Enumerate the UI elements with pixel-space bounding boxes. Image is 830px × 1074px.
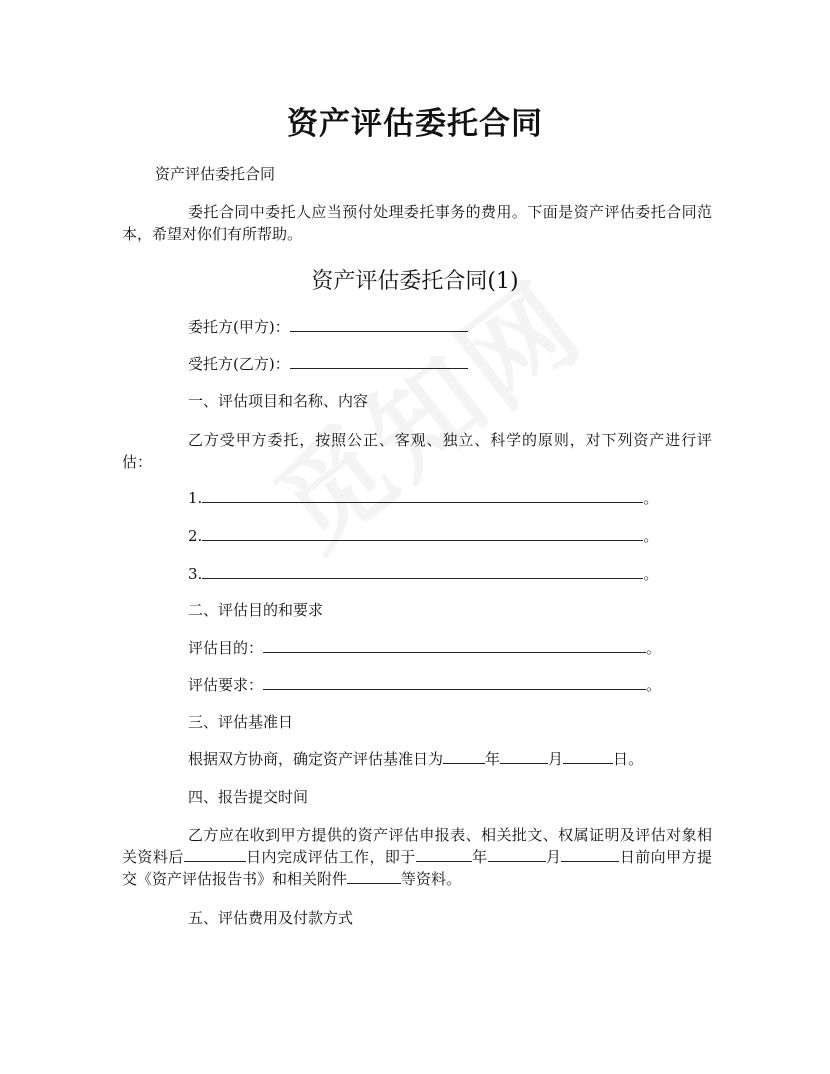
section5-heading: 五、评估费用及付款方式 <box>188 909 354 927</box>
year-blank <box>443 748 485 764</box>
section3-heading: 三、评估基准日 <box>188 713 294 731</box>
party-a-label: 委托方(甲方)： <box>188 318 290 336</box>
base-date-row <box>188 748 643 769</box>
section4-text-3: 日前向甲方提交《资产评估报告书》和相关附件 <box>122 848 712 888</box>
party-a-blank <box>290 316 468 332</box>
base-date-text: 根据双方协商，确定资产评估基准日为 <box>188 750 444 768</box>
item-row <box>188 487 658 508</box>
item-blank <box>202 487 643 503</box>
item-period: 。 <box>643 527 659 545</box>
purpose-label: 评估目的： <box>188 639 264 657</box>
requirement-row <box>188 674 661 695</box>
day-blank <box>561 846 619 862</box>
purpose-row <box>188 637 661 658</box>
section1-paragraph: 乙方受甲方委托，按照公正、客观、独立、科学的原则，对下列资产进行评估： <box>122 431 712 471</box>
party-a-row <box>188 316 468 337</box>
purpose-period: 。 <box>646 639 662 657</box>
day-label: 日 <box>613 750 629 768</box>
month-blank <box>500 748 548 764</box>
section1-heading: 一、评估项目和名称、内容 <box>188 392 369 410</box>
item-blank <box>202 563 643 579</box>
party-b-blank <box>290 353 468 369</box>
section2-heading: 二、评估目的和要求 <box>188 601 324 619</box>
item-period: 。 <box>643 565 659 583</box>
contract-subtitle: 资产评估委托合同(1) <box>311 269 519 294</box>
section4-text-4: 等资料。 <box>401 870 462 888</box>
section4-paragraph <box>122 824 712 890</box>
item-row <box>188 563 658 584</box>
item-blank <box>202 525 643 541</box>
item-number: 1. <box>188 489 203 507</box>
days-blank <box>184 846 246 862</box>
intro-paragraph: 委托合同中委托人应当预付处理委托事务的费用。下面是资产评估委托合同范本，希望对你们有所帮助。 <box>122 203 712 243</box>
item-row <box>188 525 658 546</box>
month-label: 月 <box>545 848 562 866</box>
requirement-blank <box>263 674 646 690</box>
item-period: 。 <box>643 489 659 507</box>
year-label: 年 <box>471 848 488 866</box>
month-label: 月 <box>548 750 564 768</box>
purpose-blank <box>263 637 646 653</box>
item-number: 3. <box>188 565 203 583</box>
party-b-row <box>188 353 468 374</box>
section4-text-2: 日内完成评估工作，即于 <box>245 848 416 866</box>
item-number: 2. <box>188 527 203 545</box>
document-title: 资产评估委托合同 <box>287 106 543 142</box>
section4-text-1: 乙方应在收到甲方提供的资产评估申报表、相关批文、权属证明及评估对象相关资料后 <box>122 826 712 866</box>
requirement-label: 评估要求： <box>188 676 264 694</box>
section4-heading: 四、报告提交时间 <box>188 788 309 806</box>
party-b-label: 受托方(乙方)： <box>188 355 290 373</box>
base-date-period: 。 <box>628 750 644 768</box>
month-blank <box>488 846 546 862</box>
year-label: 年 <box>485 750 501 768</box>
year-blank <box>416 846 472 862</box>
day-blank <box>563 748 613 764</box>
attachments-blank <box>347 868 401 884</box>
requirement-period: 。 <box>646 676 662 694</box>
intro-line: 资产评估委托合同 <box>155 165 276 183</box>
